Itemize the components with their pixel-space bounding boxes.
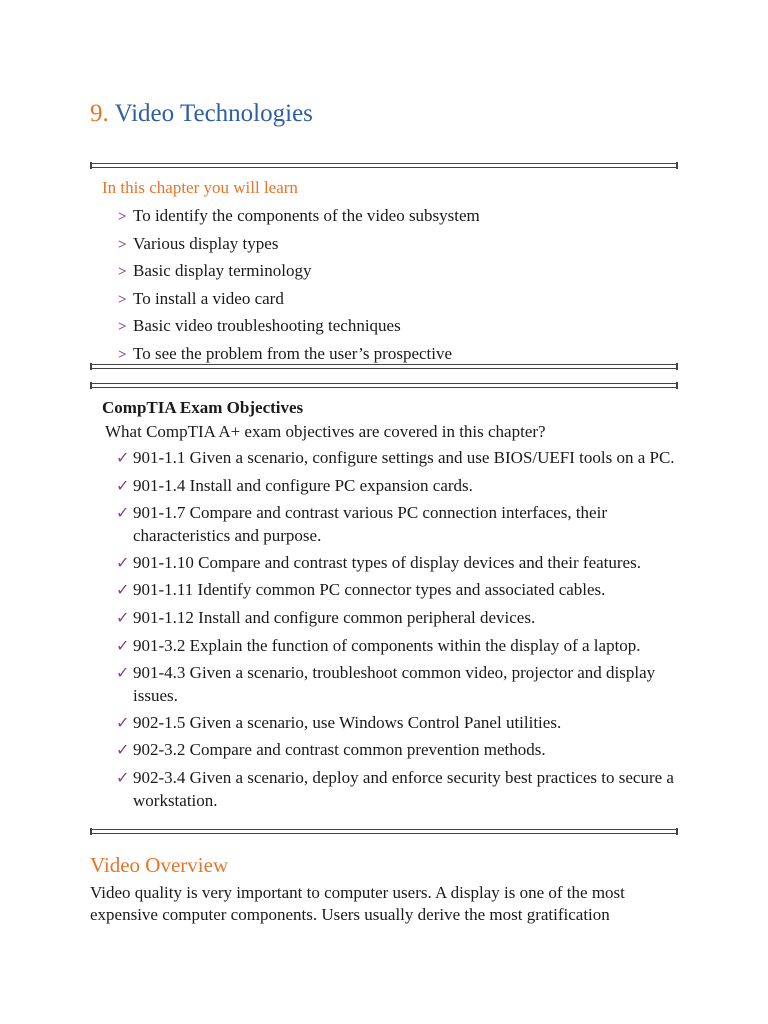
- learn-item: [118, 203, 678, 231]
- learn-item-text: To see the problem from the user’s prospective: [133, 343, 453, 363]
- checkmark-icon: ✓: [116, 505, 130, 523]
- objectives-intro: What CompTIA A+ exam objectives are covered in this chapter?: [105, 422, 546, 441]
- divider-rule: [90, 364, 678, 369]
- arrow-bullet-icon: >: [118, 319, 127, 335]
- learn-heading: In this chapter you will learn: [102, 178, 298, 197]
- learn-box: [102, 177, 678, 368]
- objectives-heading: CompTIA Exam Objectives: [102, 398, 304, 417]
- objective-item: [116, 607, 678, 630]
- objective-item-text: 901-1.10 Compare and contrast types of display devices and their features.: [133, 552, 641, 572]
- objective-item: [116, 635, 678, 658]
- chapter-title: [90, 100, 313, 128]
- checkmark-icon: ✓: [116, 665, 130, 683]
- objective-item-text: 902-3.4 Given a scenario, deploy and enforce security best practices to secure a workstation.: [133, 767, 674, 810]
- body-paragraph: Video quality is very important to computer users. A display is one of the most expensive computer components. Users usually derive the most gratification: [90, 883, 625, 924]
- learn-item: [118, 286, 678, 314]
- divider-rule: [90, 829, 678, 834]
- chapter-number: 9.: [90, 100, 109, 127]
- checkmark-icon: ✓: [116, 714, 130, 732]
- checkmark-icon: ✓: [116, 769, 130, 787]
- checkmark-icon: ✓: [116, 477, 130, 495]
- objective-item-text: 901-1.7 Compare and contrast various PC connection interfaces, their characteristics and purpose.: [133, 503, 607, 546]
- objective-item-text: 901-4.3 Given a scenario, troubleshoot common video, projector and display issues.: [133, 663, 656, 706]
- learn-item-text: Basic display terminology: [133, 261, 312, 280]
- chapter-title-text: Video Technologies: [114, 100, 313, 127]
- learn-item-text: To identify the components of the video subsystem: [133, 206, 480, 225]
- checkmark-icon: ✓: [116, 554, 130, 572]
- objective-item-text: 902-1.5 Given a scenario, use Windows Control Panel utilities.: [133, 712, 562, 732]
- divider-rule: [90, 163, 678, 168]
- objective-item: [116, 579, 678, 602]
- objective-item-text: 902-3.2 Compare and contrast common prevention methods.: [133, 740, 546, 760]
- learn-item: [118, 258, 678, 286]
- objective-item: [116, 502, 678, 547]
- objectives-list: [102, 447, 678, 812]
- checkmark-icon: ✓: [116, 582, 130, 600]
- arrow-bullet-icon: >: [118, 291, 127, 308]
- objectives-box: [102, 397, 678, 817]
- checkmark-icon: ✓: [116, 637, 130, 655]
- divider-rule: [90, 383, 678, 388]
- learn-item-text: Basic video troubleshooting techniques: [133, 316, 401, 335]
- objective-item: [116, 475, 678, 498]
- objective-item: [116, 662, 678, 707]
- objective-item-text: 901-3.2 Explain the function of components within the display of a laptop.: [133, 635, 641, 655]
- arrow-bullet-icon: >: [118, 209, 127, 225]
- objective-item-text: 901-1.4 Install and configure PC expansion cards.: [133, 475, 473, 495]
- arrow-bullet-icon: >: [118, 346, 127, 363]
- section-heading: Video Overview: [90, 853, 229, 877]
- objective-item: [116, 712, 678, 735]
- arrow-bullet-icon: >: [118, 236, 127, 253]
- objective-item: [116, 552, 678, 575]
- checkmark-icon: ✓: [116, 742, 130, 760]
- checkmark-icon: ✓: [116, 450, 130, 467]
- objective-item: [116, 739, 678, 762]
- learn-item: [118, 313, 678, 341]
- objective-item: [116, 767, 678, 812]
- learn-item-text: To install a video card: [133, 288, 284, 308]
- learn-list: [102, 203, 678, 368]
- learn-item: [118, 231, 678, 259]
- objective-item: [116, 447, 678, 470]
- learn-item-text: Various display types: [133, 233, 279, 253]
- arrow-bullet-icon: >: [118, 264, 127, 280]
- objective-item-text: 901-1.11 Identify common PC connector types and associated cables.: [133, 580, 606, 600]
- checkmark-icon: ✓: [116, 609, 130, 627]
- objective-item-text: 901-1.1 Given a scenario, configure settings and use BIOS/UEFI tools on a PC.: [133, 448, 675, 467]
- objective-item-text: 901-1.12 Install and configure common peripheral devices.: [133, 607, 536, 627]
